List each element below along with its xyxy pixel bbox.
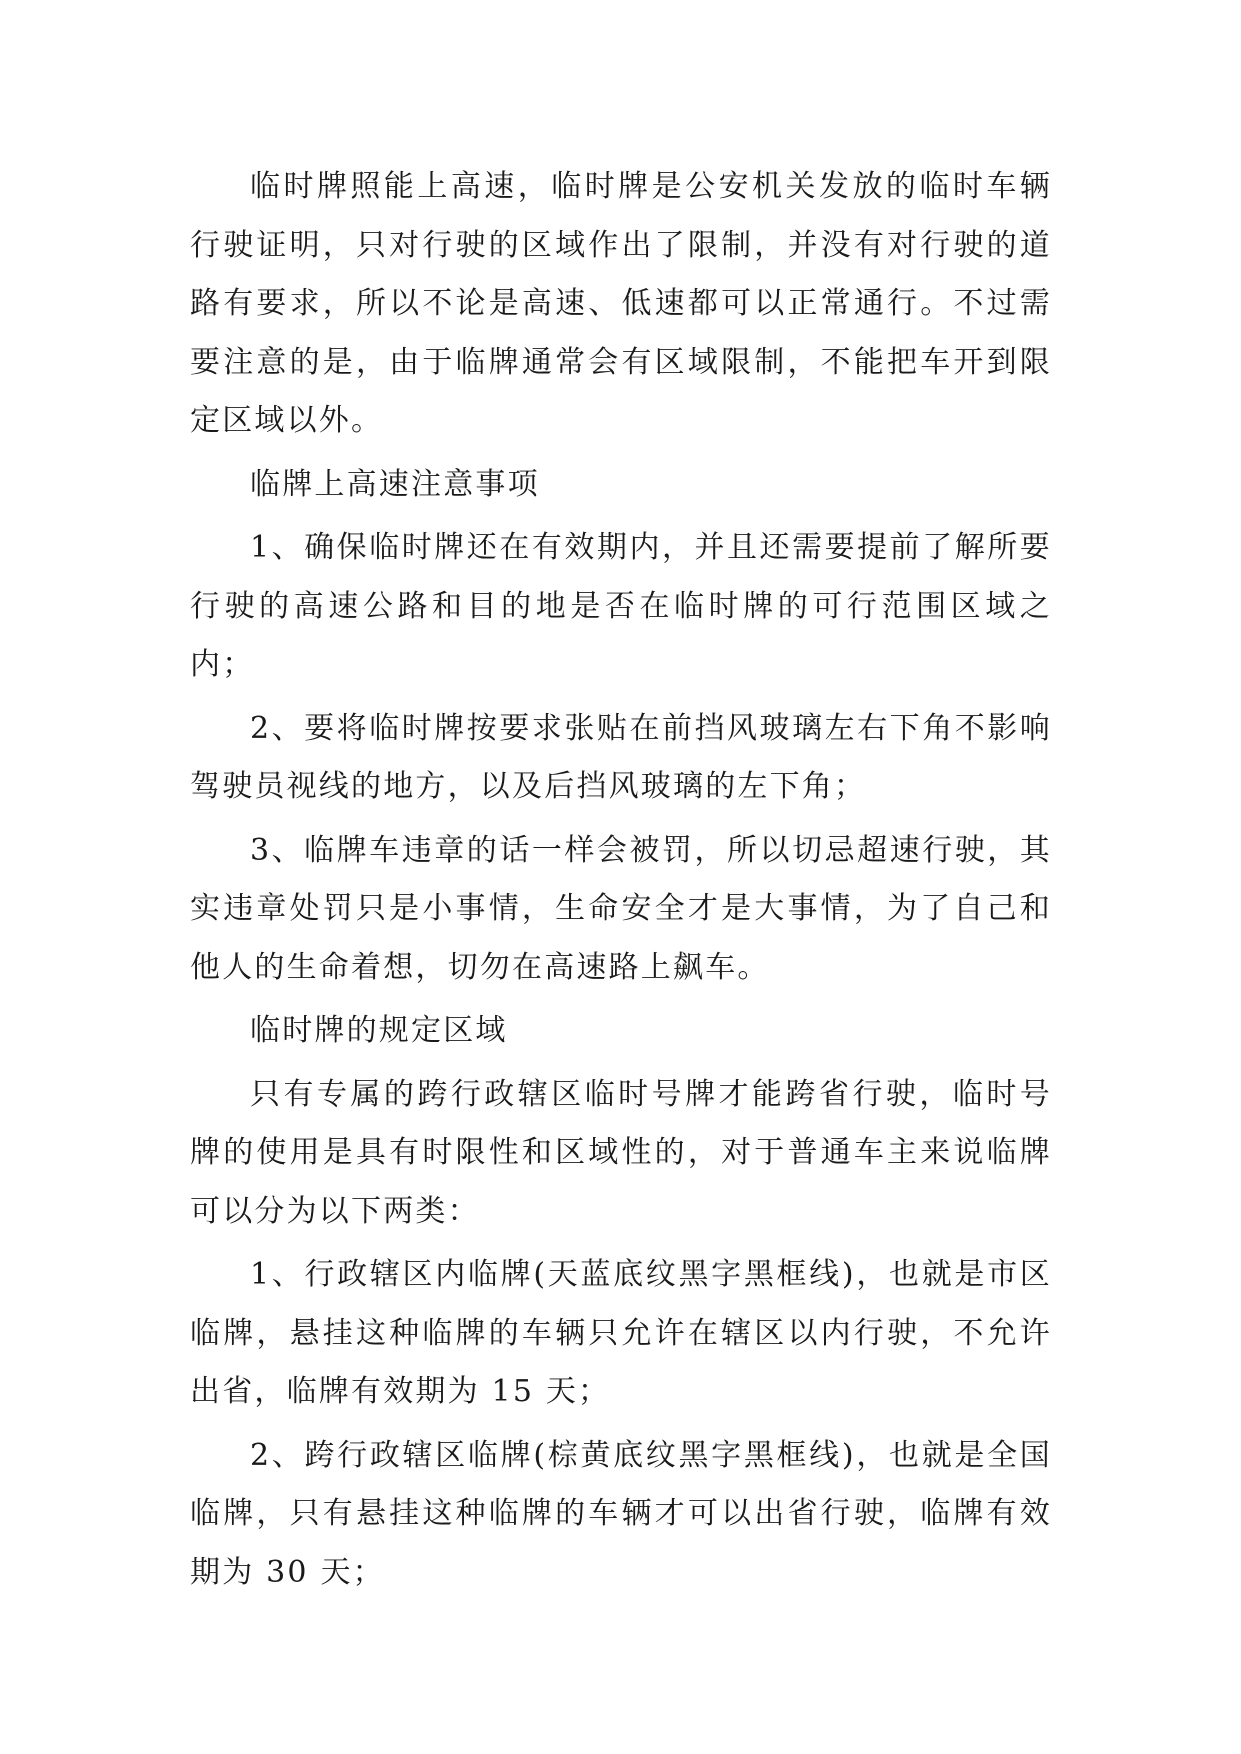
document-body (190, 158, 1052, 1607)
paragraph-plate-type-1: 1、行政辖区内临牌(天蓝底纹黑字黑框线)，也就是市区临牌，悬挂这种临牌的车辆只允许在辖区以内行驶，不允许出省，临牌有效期为 15 天； (190, 1257, 1052, 1409)
paragraph-note-3: 3、临牌车违章的话一样会被罚，所以切忌超速行驶，其实违章处罚只是小事情，生命安全才是大事情，为了自己和他人的生命着想，切勿在高速路上飙车。 (190, 832, 1052, 985)
paragraph-intro: 临时牌照能上高速，临时牌是公安机关发放的临时车辆行驶证明，只对行驶的区域作出了限制，并没有对行驶的道路有要求，所以不论是高速、低速都可以正常通行。不过需要注意的是，由于临牌通常会有区域限制，不能把车开到限定区域以外。 (190, 169, 1052, 438)
paragraph-note-2: 2、要将临时牌按要求张贴在前挡风玻璃左右下角不影响驾驶员视线的地方，以及后挡风玻璃的左下角； (190, 710, 1052, 804)
paragraph-plate-type-2: 2、跨行政辖区临牌(棕黄底纹黑字黑框线)，也就是全国临牌，只有悬挂这种临牌的车辆才可以出省行驶，临牌有效期为 30 天； (190, 1437, 1052, 1590)
paragraph-note-1: 1、确保临时牌还在有效期内，并且还需要提前了解所要行驶的高速公路和目的地是否在临时牌的可行范围区域之内； (190, 530, 1052, 682)
heading-highway-notes: 临牌上高速注意事项 (250, 466, 540, 502)
paragraph-plate-types: 只有专属的跨行政辖区临时号牌才能跨省行驶，临时号牌的使用是具有时限性和区域性的，对于普通车主来说临牌可以分为以下两类： (190, 1076, 1052, 1229)
heading-plate-regions: 临时牌的规定区域 (250, 1013, 508, 1048)
